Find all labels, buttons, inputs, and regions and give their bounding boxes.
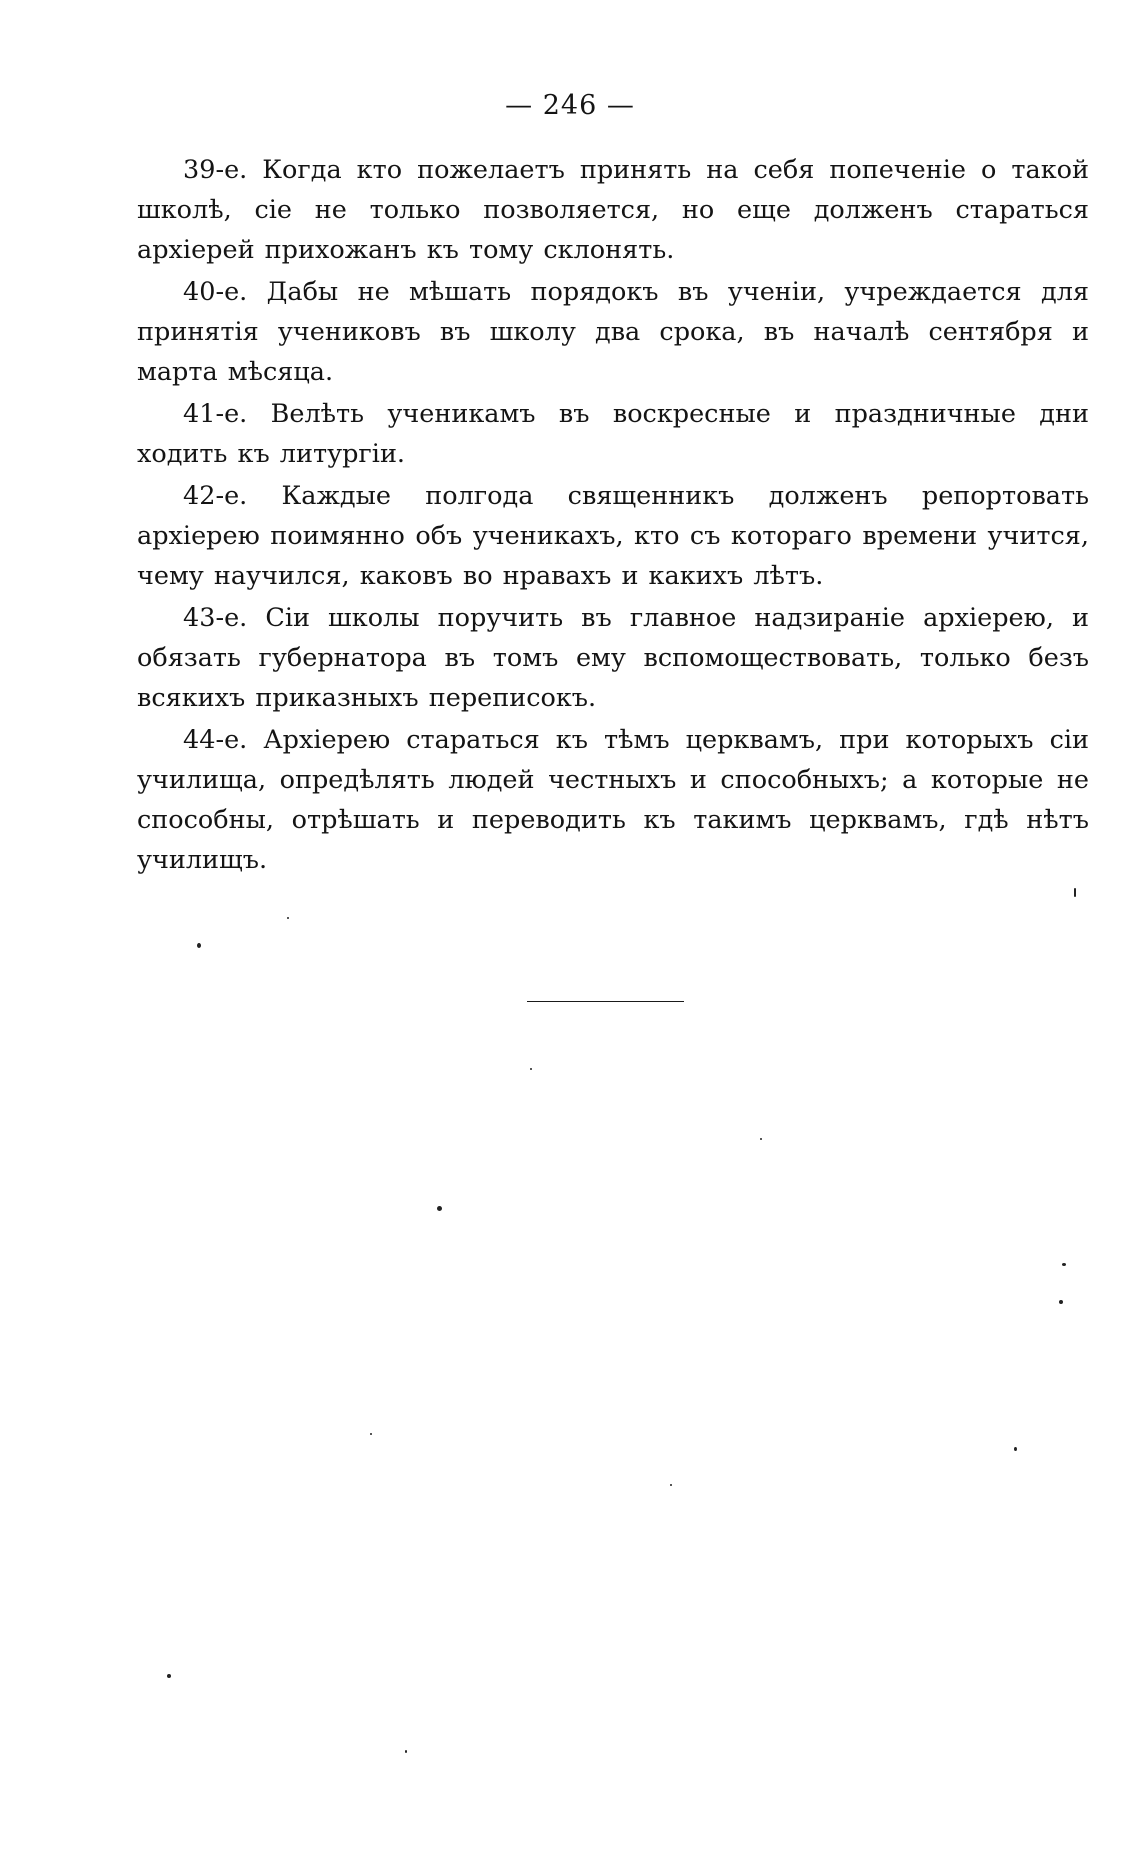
text-body [137, 150, 1089, 882]
scan-speck [1059, 1300, 1063, 1304]
scan-speck [760, 1138, 762, 1140]
article-42: 42-е. Каждые полгода священникъ долженъ репортовать архіерею поимянно объ ученикахъ, кто съ котораго времени учится, чему научился, каковъ во нравахъ и какихъ лѣтъ. [137, 481, 1089, 591]
article-39: 39-е. Когда кто пожелаетъ принять на себя попеченіе о такой школѣ, сіе не только позволяется, но еще долженъ стараться архіерей прихожанъ къ тому склонять. [137, 155, 1089, 265]
scan-speck [197, 943, 201, 948]
article-40: 40-е. Дабы не мѣшать порядокъ въ ученіи, учреждается для принятія учениковъ въ школу два срока, въ началѣ сентября и марта мѣсяца. [137, 277, 1089, 387]
scan-speck [287, 917, 289, 919]
scan-speck [1074, 888, 1076, 897]
scan-speck [1062, 1263, 1066, 1266]
page-number: — 246 — [505, 90, 635, 121]
scan-speck [405, 1750, 407, 1753]
article-41: 41-е. Велѣть ученикамъ въ воскресные и праздничные дни ходить къ литургіи. [137, 399, 1089, 469]
scan-speck [1014, 1447, 1017, 1451]
scan-speck [530, 1068, 532, 1070]
scan-speck [437, 1206, 442, 1211]
scan-speck [670, 1484, 672, 1486]
scan-speck [167, 1674, 171, 1678]
section-end-rule [527, 1001, 684, 1002]
article-43: 43-е. Сіи школы поручить въ главное надзираніе архіерею, и обязать губернатора въ томъ ему вспомоществовать, только безъ всякихъ приказныхъ переписокъ. [137, 603, 1089, 713]
scan-speck [370, 1433, 372, 1435]
article-44: 44-е. Архіерею стараться къ тѣмъ церквамъ, при которыхъ сіи училища, опредѣлять людей честныхъ и способныхъ; а которые не способны, отрѣшать и переводить къ такимъ церквамъ, гдѣ нѣтъ училищъ. [137, 725, 1089, 875]
